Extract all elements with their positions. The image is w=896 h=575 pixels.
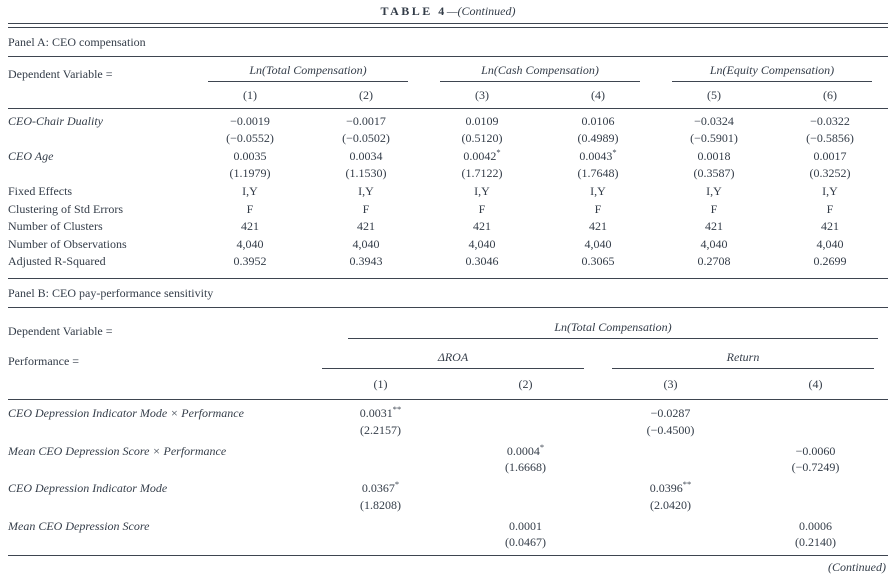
- row-label: [8, 130, 192, 148]
- panel-b-performance-row: [8, 339, 888, 369]
- row-label: [8, 422, 308, 443]
- value-cell: 421: [705, 219, 723, 234]
- col-number-2: (2): [308, 82, 424, 109]
- col-number-1: (1): [192, 82, 308, 109]
- value-cell: 0.3065: [581, 254, 615, 269]
- coefficient-row: [8, 443, 888, 460]
- panel-a-header: [8, 57, 888, 109]
- value-cell: 421: [589, 219, 607, 234]
- row-label: Number of Observations: [8, 236, 127, 251]
- value-cell: (0.3252): [809, 166, 851, 181]
- table-title: [8, 2, 888, 23]
- value-cell: (−0.0552): [226, 131, 274, 146]
- col-group-return: [598, 339, 888, 369]
- value-cell: [308, 460, 453, 481]
- tstat-row: [8, 534, 888, 555]
- value-cell: 0.0034: [349, 148, 383, 163]
- value-cell: 0.0001: [509, 518, 542, 533]
- value-cell: F: [594, 201, 602, 216]
- value-cell: 0.0031**: [359, 404, 402, 421]
- value-cell: (0.5120): [461, 131, 503, 146]
- value-cell: 0.0004*: [506, 441, 545, 458]
- value-cell: F: [246, 201, 254, 216]
- row-label: Mean CEO Depression Score: [8, 518, 150, 533]
- tstat-row: [8, 497, 888, 518]
- value-cell: (−0.7249): [791, 460, 840, 475]
- col-number-2: (2): [453, 369, 598, 400]
- panel-a-depvar-label: Dependent Variable =: [8, 66, 113, 81]
- value-cell: (1.6668): [505, 460, 546, 475]
- value-cell: 0.0006: [799, 518, 832, 533]
- panel-b-performance-label: Performance =: [8, 354, 80, 369]
- value-cell: (1.1530): [345, 166, 387, 181]
- value-cell: (0.2140): [795, 535, 836, 550]
- value-cell: −0.0322: [810, 113, 850, 128]
- value-cell: 0.0018: [697, 148, 731, 163]
- value-cell: [743, 400, 888, 422]
- value-cell: 0.3943: [349, 254, 383, 269]
- value-cell: (0.3587): [693, 166, 735, 181]
- value-cell: [453, 400, 598, 422]
- value-cell: (1.1979): [229, 166, 271, 181]
- value-cell: 0.0109: [465, 113, 499, 128]
- value-cell: [598, 460, 743, 481]
- row-label: Fixed Effects: [8, 183, 73, 198]
- value-cell: [598, 443, 743, 460]
- value-cell: I,Y: [474, 183, 490, 198]
- value-cell: F: [478, 201, 486, 216]
- value-cell: 421: [357, 219, 375, 234]
- value-cell: I,Y: [822, 183, 838, 198]
- continued-note: (Continued): [828, 560, 886, 575]
- row-label: CEO Depression Indicator Mode: [8, 481, 168, 496]
- panel-a-depvar-row: [8, 57, 888, 82]
- value-cell: [743, 422, 888, 443]
- value-cell: (−0.0502): [342, 131, 390, 146]
- tstat-row: [8, 460, 888, 481]
- col-number-3: (3): [424, 82, 540, 109]
- empty-header-cell: [8, 369, 308, 400]
- panel-b-title: Panel B: CEO pay-performance sensitivity: [8, 286, 214, 301]
- value-cell: 421: [821, 219, 839, 234]
- coefficient-row: [8, 183, 888, 201]
- value-cell: (−0.4500): [646, 422, 695, 437]
- value-cell: [308, 534, 453, 555]
- coefficient-row: [8, 108, 888, 130]
- value-cell: [308, 518, 453, 535]
- col-number-3: (3): [598, 369, 743, 400]
- col-number-4: (4): [743, 369, 888, 400]
- panel-b-column-numbers-row: [8, 369, 888, 400]
- value-cell: 0.0367*: [361, 479, 400, 496]
- panel-a-title: Panel A: CEO compensation: [8, 34, 146, 49]
- col-group-delta-roa: [308, 339, 598, 369]
- value-cell: (−0.5901): [690, 131, 738, 146]
- coefficient-row: [8, 400, 888, 422]
- value-cell: 0.0106: [581, 113, 615, 128]
- value-cell: (0.0467): [505, 535, 546, 550]
- value-cell: (2.0420): [650, 497, 691, 512]
- value-cell: 0.0043*: [579, 146, 617, 163]
- value-cell: 0.0017: [813, 148, 847, 163]
- coefficient-row: [8, 480, 888, 497]
- row-label: Number of Clusters: [8, 219, 103, 234]
- value-cell: I,Y: [358, 183, 374, 198]
- value-cell: [743, 480, 888, 497]
- col-number-5: (5): [656, 82, 772, 109]
- col-number-6: (6): [772, 82, 888, 109]
- value-cell: 4,040: [236, 236, 264, 251]
- value-cell: F: [710, 201, 718, 216]
- col-group-return-label: Return: [612, 350, 874, 369]
- row-label: CEO Depression Indicator Mode × Performance: [8, 406, 244, 421]
- value-cell: [598, 534, 743, 555]
- row-label: [8, 460, 308, 481]
- coefficient-row: [8, 147, 888, 165]
- tstat-row: [8, 422, 888, 443]
- value-cell: [453, 480, 598, 497]
- table-continued-suffix: —(Continued): [446, 4, 516, 18]
- value-cell: [308, 443, 453, 460]
- coefficient-row: [8, 200, 888, 218]
- coefficient-row: [8, 235, 888, 253]
- col-group-total-compensation-b: [308, 308, 888, 339]
- value-cell: −0.0287: [650, 406, 691, 421]
- value-cell: [453, 422, 598, 443]
- value-cell: (1.8208): [360, 497, 401, 512]
- value-cell: −0.0017: [346, 113, 386, 128]
- value-cell: [598, 518, 743, 535]
- col-group-total-compensation: [192, 57, 424, 82]
- tstat-row: [8, 165, 888, 183]
- row-label: [8, 534, 308, 555]
- col-group-equity-compensation: [656, 57, 888, 82]
- value-cell: F: [826, 201, 834, 216]
- panel-b-depvar-label: Dependent Variable =: [8, 324, 113, 339]
- value-cell: (1.7122): [461, 166, 503, 181]
- value-cell: 0.2699: [813, 254, 847, 269]
- value-cell: 0.0396**: [649, 479, 692, 496]
- row-label: CEO Age: [8, 148, 54, 163]
- panel-b-table: [8, 308, 888, 555]
- coefficient-row: [8, 218, 888, 236]
- tstat-row: [8, 130, 888, 148]
- value-cell: 0.0042*: [463, 146, 501, 163]
- value-cell: 0.0035: [233, 148, 267, 163]
- value-cell: (1.7648): [577, 166, 619, 181]
- empty-header-cell: [8, 82, 192, 109]
- col-group-delta-roa-label: ΔROA: [322, 350, 584, 369]
- value-cell: I,Y: [590, 183, 606, 198]
- col-group-total-compensation-b-label: Ln(Total Compensation): [348, 320, 878, 339]
- value-cell: I,Y: [242, 183, 258, 198]
- value-cell: 421: [473, 219, 491, 234]
- panel-a-table: [8, 57, 888, 274]
- coefficient-row: [8, 253, 888, 273]
- value-cell: 0.3952: [233, 254, 267, 269]
- col-group-cash-compensation-label: Ln(Cash Compensation): [440, 63, 640, 82]
- value-cell: (2.2157): [360, 422, 401, 437]
- value-cell: (0.4989): [577, 131, 619, 146]
- value-cell: [453, 497, 598, 518]
- row-label: CEO-Chair Duality: [8, 113, 103, 128]
- col-number-1: (1): [308, 369, 453, 400]
- row-label: [8, 165, 192, 183]
- table-number: TABLE 4: [380, 4, 447, 18]
- col-group-cash-compensation: [424, 57, 656, 82]
- panel-b-header: [8, 308, 888, 400]
- value-cell: −0.0060: [795, 443, 836, 458]
- value-cell: −0.0019: [230, 113, 270, 128]
- value-cell: [743, 497, 888, 518]
- row-label: [8, 497, 308, 518]
- row-label: Clustering of Std Errors: [8, 201, 123, 216]
- coefficient-row: [8, 518, 888, 535]
- value-cell: I,Y: [706, 183, 722, 198]
- col-group-total-compensation-label: Ln(Total Compensation): [208, 63, 408, 82]
- value-cell: 4,040: [700, 236, 728, 251]
- panel-b-body: [8, 400, 888, 555]
- value-cell: −0.0324: [694, 113, 734, 128]
- value-cell: 4,040: [352, 236, 380, 251]
- col-group-equity-compensation-label: Ln(Equity Compensation): [672, 63, 872, 82]
- col-number-4: (4): [540, 82, 656, 109]
- panel-a-column-numbers-row: [8, 82, 888, 109]
- value-cell: 4,040: [816, 236, 844, 251]
- value-cell: F: [362, 201, 370, 216]
- value-cell: 4,040: [584, 236, 612, 251]
- value-cell: 0.3046: [465, 254, 499, 269]
- row-label: Adjusted R-Squared: [8, 254, 106, 269]
- value-cell: 4,040: [468, 236, 496, 251]
- panel-a-body: [8, 108, 888, 273]
- value-cell: (−0.5856): [806, 131, 854, 146]
- value-cell: 0.2708: [697, 254, 731, 269]
- row-label: Mean CEO Depression Score × Performance: [8, 443, 227, 458]
- value-cell: 421: [241, 219, 259, 234]
- panel-b-depvar-row: [8, 308, 888, 339]
